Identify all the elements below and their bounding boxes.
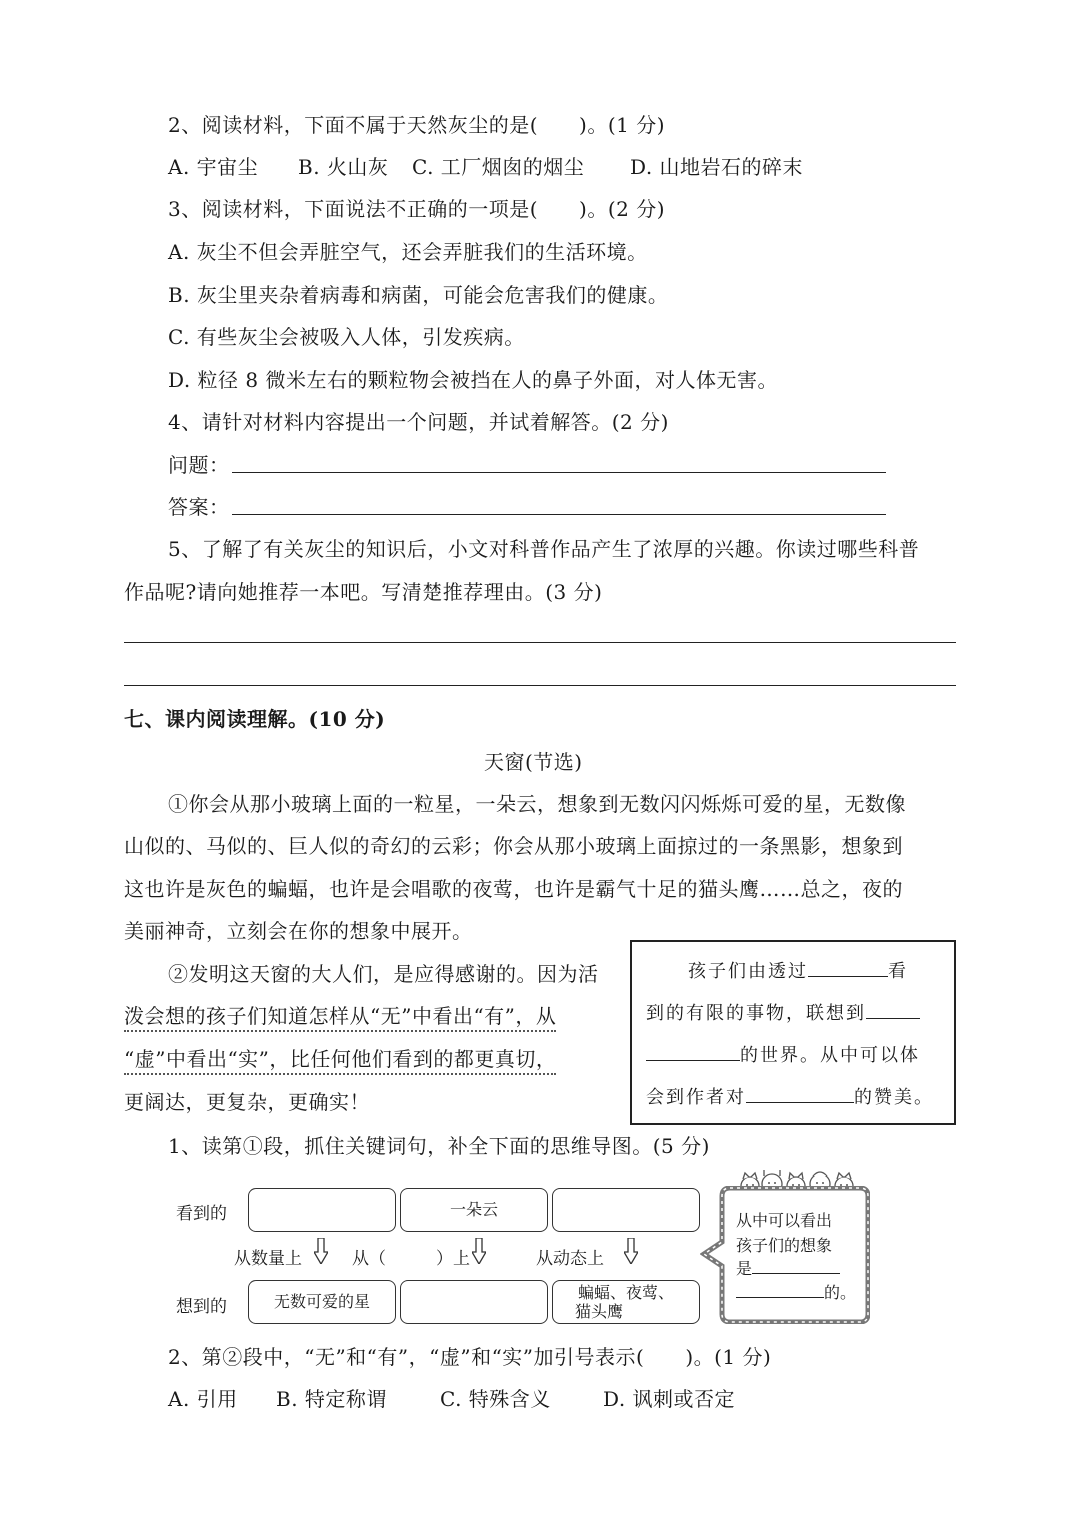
q4-question-label: 问题：: [168, 453, 230, 477]
annotation-line4: [646, 1084, 934, 1112]
note-blank-2[interactable]: [736, 1283, 824, 1298]
q4-question-answer-line[interactable]: [232, 472, 886, 473]
q5-answer-line-2[interactable]: [124, 685, 956, 686]
q4-stem: 4、请针对材料内容提出一个问题，并试着解答。(2 分): [168, 410, 669, 434]
q7-2-stem: 2、第②段中，“无”和“有”，“虚”和“实”加引号表示( )。(1 分): [168, 1345, 772, 1369]
q7-2-option-d: D. 讽刺或否定: [603, 1387, 736, 1411]
q7-2-option-c: C. 特殊含义: [440, 1387, 551, 1411]
annotation-text: 的赞美。: [854, 1087, 934, 1108]
q7-2-option-a: A. 引用: [168, 1387, 238, 1411]
mindmap-bottom-box-1-text: 无数可爱的星: [273, 1292, 370, 1311]
q2-option-c: C. 工厂烟囱的烟尘: [412, 155, 585, 179]
mindmap-bottom-box-3-text: 猫头鹰: [575, 1302, 624, 1321]
q4-answer-label: 答案：: [168, 495, 230, 519]
q2-stem: 2、阅读材料，下面不属于天然灰尘的是( )。(1 分): [168, 113, 666, 137]
note-blank-1[interactable]: [752, 1259, 840, 1274]
mindmap-top-box-1[interactable]: [248, 1188, 396, 1232]
annotation-line2: [646, 1000, 920, 1028]
passage-p2-line1: ②发明这天窗的大人们，是应得感谢的。因为活: [168, 962, 599, 986]
passage-p1-line2: 山似的、马似的、巨人似的奇幻的云彩；你会从那小玻璃上面掠过的一条黑影，想象到: [124, 834, 903, 858]
q5-answer-line-1[interactable]: [124, 642, 956, 643]
annotation-text: 到的有限的事物，联想到: [646, 1003, 866, 1024]
mindmap-row-label-seen: 看到的: [176, 1204, 227, 1224]
annotation-text: 看: [888, 961, 908, 982]
note-text: 是: [736, 1259, 753, 1278]
annotation-blank-1[interactable]: [808, 958, 888, 977]
dotted-sentence-2: “虚”中看出“实”，比任何他们看到的都更真切，: [124, 1047, 556, 1075]
mindmap-bottom-box-3-text: 蝙蝠、夜莺、: [577, 1283, 674, 1302]
mindmap-row-label-imagined: 想到的: [176, 1297, 227, 1317]
q2-option-a: A. 宇宙尘: [168, 155, 259, 179]
note-text: 的。: [824, 1283, 857, 1302]
passage-p1-line3: 这也许是灰色的蝙蝠，也许是会唱歌的夜莺，也许是霸气十足的猫头鹰……总之，夜的: [124, 877, 903, 901]
q3-option-a: A. 灰尘不但会弄脏空气，还会弄脏我们的生活环境。: [168, 240, 648, 264]
passage-p2-line4: 更阔达，更复杂，更确实！: [124, 1090, 370, 1114]
mindmap-top-box-2: [400, 1188, 548, 1232]
mindmap-bottom-box-2[interactable]: [400, 1280, 548, 1324]
q5-line2: 作品呢?请向她推荐一本吧。写清楚推荐理由。(3 分): [124, 580, 603, 604]
q3-option-b: B. 灰尘里夹杂着病毒和病菌，可能会危害我们的健康。: [168, 283, 669, 307]
passage-p2-line2: [124, 1002, 556, 1030]
note-line2: 孩子们的想象: [736, 1236, 833, 1255]
section7-heading: 七、课内阅读理解。(10 分): [124, 707, 386, 731]
annotation-blank-4[interactable]: [746, 1084, 854, 1103]
mindmap-from-quantity: 从数量上: [234, 1249, 302, 1269]
q5-line1: 5、了解了有关灰尘的知识后，小文对科普作品产生了浓厚的兴趣。你读过哪些科普: [168, 537, 920, 561]
passage-title: 天窗(节选): [484, 750, 583, 774]
annotation-blank-2[interactable]: [866, 1000, 920, 1019]
down-arrow-icon: [472, 1238, 486, 1264]
annotation-line1: [688, 958, 908, 986]
q2-option-d: D. 山地岩石的碎末: [630, 155, 804, 179]
q4-answer-answer-line[interactable]: [232, 514, 886, 515]
annotation-text: 会到作者对: [646, 1087, 746, 1108]
note-line3: [736, 1256, 840, 1279]
q3-option-c: C. 有些灰尘会被吸入人体，引发疾病。: [168, 325, 525, 349]
mindmap-from-shape-a: 从（: [352, 1249, 386, 1269]
annotation-text: 孩子们由透过: [688, 961, 808, 982]
q3-option-d: D. 粒径 8 微米左右的颗粒物会被挡在人的鼻子外面，对人体无害。: [168, 368, 778, 392]
q7-2-option-b: B. 特定称谓: [276, 1387, 387, 1411]
note-line1: 从中可以看出: [736, 1211, 833, 1230]
mindmap-top-box-2-text: 一朵云: [449, 1200, 498, 1219]
note-line4: [736, 1280, 856, 1303]
passage-p1-line4: 美丽神奇，立刻会在你的想象中展开。: [124, 919, 473, 943]
mindmap-top-box-3[interactable]: [552, 1188, 700, 1232]
annotation-text: 的世界。从中可以体: [740, 1045, 920, 1066]
down-arrow-icon: [624, 1238, 638, 1264]
passage-p2-line3: [124, 1045, 556, 1073]
q7-1-stem: 1、读第①段，抓住关键词句，补全下面的思维导图。(5 分): [168, 1134, 710, 1158]
dotted-sentence-1: 泼会想的孩子们知道怎样从“无”中看出“有”，从: [124, 1004, 556, 1032]
annotation-line3: [646, 1042, 920, 1070]
passage-p1-line1: ①你会从那小玻璃上面的一粒星，一朵云，想象到无数闪闪烁烁可爱的星，无数像: [168, 792, 906, 816]
annotation-blank-3[interactable]: [646, 1042, 740, 1061]
down-arrow-icon: [314, 1238, 328, 1264]
q2-option-b: B. 火山灰: [298, 155, 389, 179]
mindmap-bottom-box-1: [248, 1280, 396, 1324]
mindmap-from-motion: 从动态上: [536, 1249, 604, 1269]
mindmap-bottom-box-3: [552, 1280, 700, 1324]
q3-stem: 3、阅读材料，下面说法不正确的一项是( )。(2 分): [168, 197, 666, 221]
mindmap-from-shape-b: ）上: [436, 1249, 470, 1269]
